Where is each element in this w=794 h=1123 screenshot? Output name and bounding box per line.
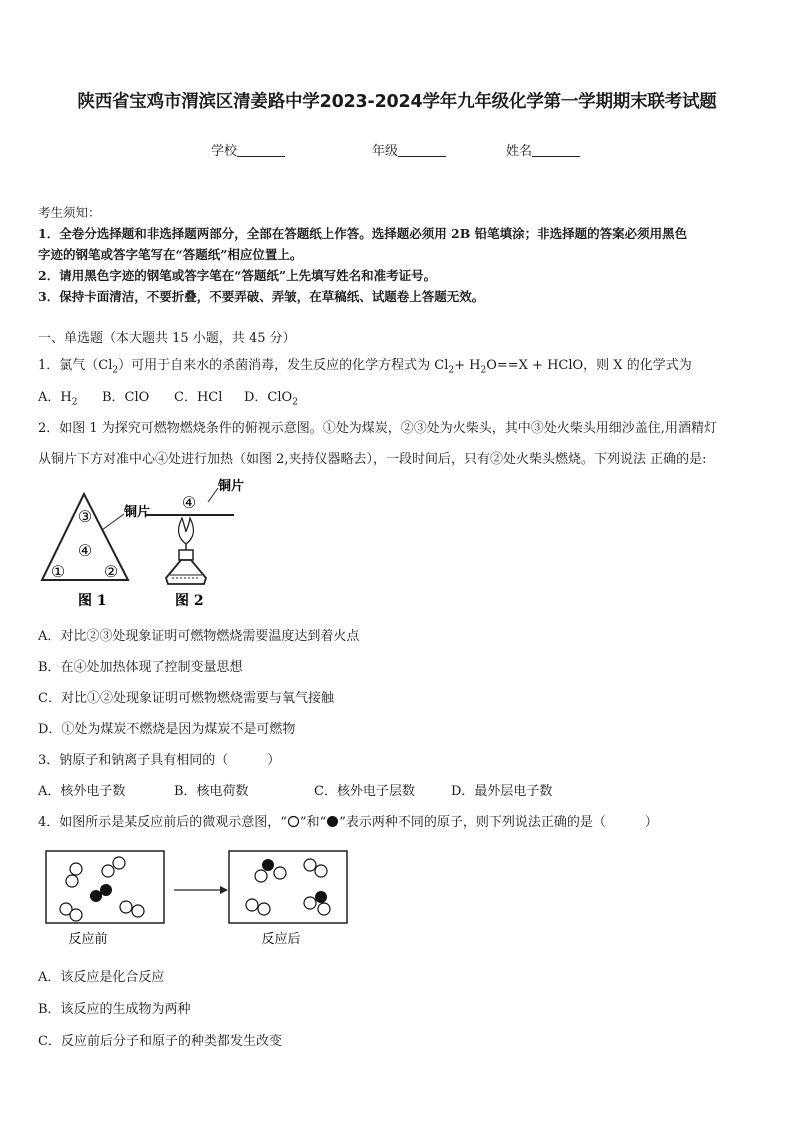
grade-label: 年级 <box>372 144 399 159</box>
question-4-stem <box>38 811 658 830</box>
q1-sub: 2 <box>480 365 487 376</box>
grade-blank <box>398 142 446 157</box>
pointer-line <box>208 488 218 502</box>
notice-line-1a: 1．全卷分选择题和非选择题两部分，全部在答题纸上作答。选择题必须用 2B 铅笔填涂；非选择题的答案必须用黑色 <box>38 226 688 241</box>
figure-1 <box>42 494 150 609</box>
q1-text: O==X + HClO，则 X 的化学式为 <box>486 358 692 373</box>
figure-1-label: 图 1 <box>78 593 107 609</box>
school-field <box>211 140 285 159</box>
name-blank <box>532 142 580 157</box>
q4-option-b: B．该反应的生成物为两种 <box>38 1002 191 1017</box>
q2-option-a: A．对比②③处现象证明可燃物燃烧需要温度达到着火点 <box>38 629 360 644</box>
white-atom <box>315 865 327 877</box>
white-atom <box>120 901 132 913</box>
question-2-line-1: 2．如图 1 为探究可燃物燃烧条件的俯视示意图。①处为煤炭，②③处为火柴头，其中③处火柴头用细沙盖住,用酒精灯 <box>38 421 717 436</box>
white-atom <box>258 903 270 915</box>
black-atom <box>315 891 327 903</box>
lamp-body <box>166 560 206 584</box>
reaction-after-box <box>229 851 347 923</box>
q2-option-d: D．①处为煤炭不燃烧是因为煤炭不是可燃物 <box>38 722 296 737</box>
white-atom <box>304 897 316 909</box>
black-atom <box>90 890 102 902</box>
notice-line-3: 3．保持卡面清洁，不要折叠，不要弄破、弄皱，在草稿纸、试题卷上答题无效。 <box>38 289 485 304</box>
white-atom <box>255 870 267 882</box>
white-atom <box>132 905 144 917</box>
marker-4: ④ <box>77 541 93 560</box>
q4-text: ”和“ <box>299 815 327 830</box>
grade-field <box>372 140 446 159</box>
white-atom <box>304 859 316 871</box>
q1-option-c: C．HCl <box>174 390 223 405</box>
white-atom <box>274 867 286 879</box>
marker-3: ③ <box>77 507 93 526</box>
white-atom-icon <box>287 815 300 828</box>
q4-text: ”表示两种不同的原子，则下列说法正确的是（ ） <box>339 815 658 830</box>
figure-2 <box>146 478 244 609</box>
before-label: 反应前 <box>68 932 108 947</box>
lamp-cap <box>179 550 193 560</box>
after-label: 反应后 <box>261 932 301 947</box>
marker-1: ① <box>50 562 66 581</box>
name-field <box>506 140 580 159</box>
q4-reaction-diagram <box>40 845 360 950</box>
q1-sub: 2 <box>448 365 455 376</box>
q2-option-c: C．对比①②处现象证明可燃物燃烧需要与氧气接触 <box>38 691 334 706</box>
question-3-stem: 3．钠原子和钠离子具有相同的（ ） <box>38 753 281 768</box>
school-blank <box>237 142 285 157</box>
white-atom <box>246 899 258 911</box>
q3-option-c: C．核外电子层数 <box>314 784 415 799</box>
marker-2: ② <box>103 562 119 581</box>
q1-option-a: A．$H_2$ <box>38 390 78 408</box>
marker-4: ④ <box>181 493 197 512</box>
q4-text: 4．如图所示是某反应前后的微观示意图，“ <box>38 815 287 830</box>
q3-option-a: A．核外电子数 <box>38 784 126 799</box>
flame-icon <box>179 518 194 544</box>
q2-figures <box>36 474 256 614</box>
white-atom <box>113 857 125 869</box>
black-atom <box>100 884 112 896</box>
notice-line-2: 2．请用黑色字迹的钢笔或答字笔在“答题纸”上先填写姓名和准考证号。 <box>38 268 437 283</box>
q1-sub: 2 <box>112 365 119 376</box>
copper-label: 铜片 <box>218 479 245 494</box>
pointer-line <box>102 514 124 530</box>
black-atom-icon <box>326 815 339 828</box>
question-1-stem <box>38 354 692 376</box>
q1-option-d: D．ClO$_2$ <box>244 390 298 408</box>
q1-option-b: B．ClO <box>102 390 150 405</box>
copper-label: 铜片 <box>124 505 151 520</box>
q1-text: 1．氯气（Cl <box>38 358 113 373</box>
name-label: 姓名 <box>506 144 533 159</box>
q1-text: + H <box>454 358 481 373</box>
white-atom <box>102 865 114 877</box>
q4-option-a: A．该反应是化合反应 <box>38 970 165 985</box>
notice-line-1b: 字迹的钢笔或答字笔写在“答题纸”相应位置上。 <box>38 247 303 262</box>
school-label: 学校 <box>211 144 238 159</box>
figure-2-label: 图 2 <box>175 593 204 609</box>
white-atom <box>318 903 330 915</box>
arrow-head-icon <box>220 886 228 894</box>
q1-text: ）可用于自来水的杀菌消毒，发生反应的化学方程式为 Cl <box>118 358 449 373</box>
q2-option-b: B．在④处加热体现了控制变量思想 <box>38 660 243 675</box>
section-heading: 一、单选题（本大题共 15 小题，共 45 分） <box>38 331 296 346</box>
white-atom <box>70 909 82 921</box>
q3-option-b: B．核电荷数 <box>174 784 249 799</box>
q4-option-c: C．反应前后分子和原子的种类都发生改变 <box>38 1034 282 1049</box>
q3-option-d: D．最外层电子数 <box>451 784 553 799</box>
black-atom <box>262 859 274 871</box>
white-atom <box>66 875 78 887</box>
reaction-before-box <box>46 851 164 923</box>
question-2-line-2: 从铜片下方对准中心④处进行加热（如图 2,夹持仪器略去），一段时间后，只有②处火柴头燃烧。下列说法 正确的是: <box>38 452 707 467</box>
page-title: 陕西省宝鸡市渭滨区清姜路中学2023-2024学年九年级化学第一学期期末联考试题 <box>77 92 717 112</box>
notice-heading: 考生须知： <box>38 205 101 220</box>
white-atom <box>70 863 82 875</box>
